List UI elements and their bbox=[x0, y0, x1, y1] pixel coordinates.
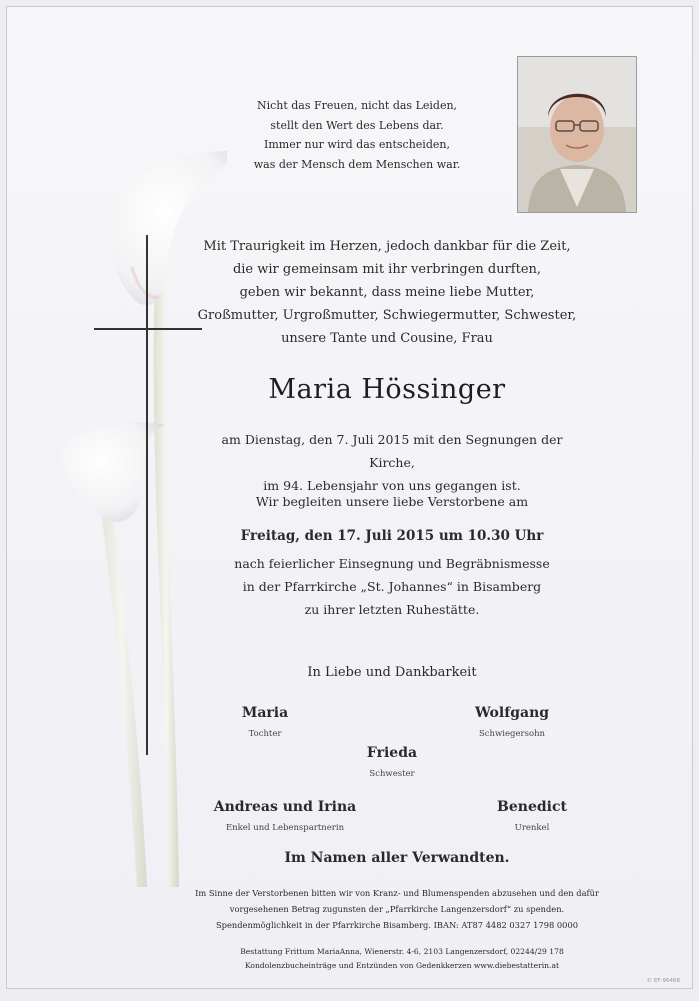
mourner-relation: Enkel und Lebenspartnerin bbox=[225, 823, 345, 833]
poem bbox=[237, 96, 477, 174]
cross-horizontal bbox=[94, 328, 202, 330]
donation-note bbox=[177, 885, 617, 934]
deceased-name: Maria Hössinger bbox=[268, 374, 506, 405]
poem-line: Immer nur wird das entscheiden, bbox=[264, 138, 450, 151]
mourner-relation: Schwiegersohn bbox=[478, 729, 546, 739]
accompany-text: Wir begleiten unsere liebe Verstorbene am bbox=[255, 494, 529, 509]
mourner-name: Frieda bbox=[366, 745, 418, 761]
funeral-place bbox=[197, 552, 587, 621]
document-code: © EF-96468 bbox=[646, 978, 680, 984]
funeral-place-line: zu ihrer letzten Ruhestätte. bbox=[304, 602, 480, 617]
funeral-place-line: nach feierlicher Einsegnung und Begräbnismesse bbox=[234, 556, 550, 571]
mourner-name: Wolfgang bbox=[474, 705, 550, 721]
mourner-relation: Urenkel bbox=[514, 823, 550, 833]
portrait-image bbox=[518, 57, 636, 212]
mourner-name: Maria bbox=[241, 705, 289, 721]
death-notice bbox=[197, 428, 587, 497]
funeral-home-line: Bestattung Frittum MariaAnna, Wienerstr. 4-6, 2103 Langenzersdorf, 02244/29 178 bbox=[240, 947, 564, 956]
death-line: am Dienstag, den 7. Juli 2015 mit den Segnungen der Kirche, bbox=[221, 432, 563, 470]
portrait-photo bbox=[517, 56, 637, 213]
poem-line: was der Mensch dem Menschen war. bbox=[253, 157, 461, 171]
intro-line: Großmutter, Urgroßmutter, Schwiegermutter, Schwester, bbox=[197, 308, 577, 323]
mourner-relation: Schwester bbox=[369, 769, 415, 779]
obituary-page bbox=[6, 6, 693, 989]
cross-vertical bbox=[146, 235, 148, 755]
funeral-place-line: in der Pfarrkirche „St. Johannes“ in Bisamberg bbox=[242, 579, 542, 594]
intro-line: Mit Traurigkeit im Herzen, jedoch dankbar für die Zeit, bbox=[203, 239, 571, 254]
mourner-benedict bbox=[452, 799, 612, 833]
intro-line: geben wir bekannt, dass meine liebe Mutter, bbox=[239, 285, 535, 300]
death-line: im 94. Lebensjahr von uns gegangen ist. bbox=[263, 478, 521, 493]
mourner-name: Andreas und Irina bbox=[213, 799, 357, 815]
intro-text bbox=[197, 235, 577, 350]
poem-line: Nicht das Freuen, nicht das Leiden, bbox=[256, 99, 458, 112]
mourner-frieda bbox=[312, 745, 472, 779]
mourner-relation: Tochter bbox=[248, 729, 282, 739]
mourner-maria bbox=[185, 705, 345, 739]
donation-line: Im Sinne der Verstorbenen bitten wir von Kranz- und Blumenspenden abzusehen und den dafür bbox=[195, 888, 599, 898]
poem-line: stellt den Wert des Lebens dar. bbox=[270, 118, 444, 132]
mourner-wolfgang bbox=[432, 705, 592, 739]
funeral-date: Freitag, den 17. Juli 2015 um 10.30 Uhr bbox=[240, 528, 544, 544]
funeral-home-info bbox=[197, 945, 607, 972]
intro-line: unsere Tante und Cousine, Frau bbox=[281, 331, 493, 346]
mourner-andreas-irina bbox=[205, 799, 365, 833]
funeral-home-line: Kondolenzbucheinträge und Entzünden von Gedenkkerzen www.diebestatterin.at bbox=[244, 960, 560, 970]
donation-line: Spendenmöglichkeit in der Pfarrkirche Bisamberg. IBAN: AT87 4482 0327 1798 0000 bbox=[215, 920, 579, 931]
mourner-name: Benedict bbox=[497, 799, 567, 815]
love-line: In Liebe und Dankbarkeit bbox=[307, 665, 477, 680]
intro-line: die wir gemeinsam mit ihr verbringen durften, bbox=[232, 262, 542, 277]
relatives-line: Im Namen aller Verwandten. bbox=[284, 850, 510, 866]
donation-line: vorgesehenen Betrag zugunsten der „Pfarrkirche Langenzersdorf“ zu spenden. bbox=[229, 904, 565, 915]
